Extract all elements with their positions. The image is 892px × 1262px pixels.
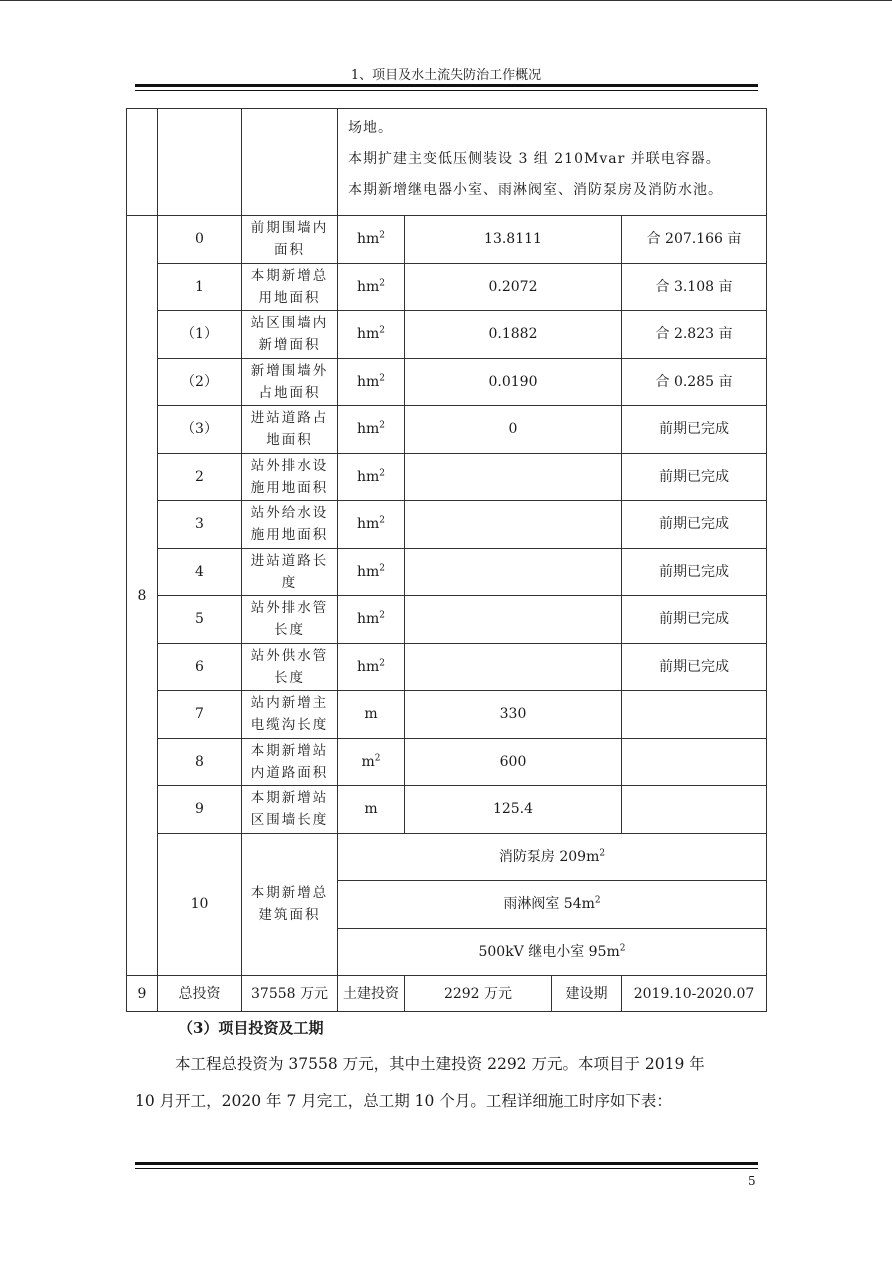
running-header: 1、项目及水土流失防治工作概况 [350,68,542,83]
unit-text: m [364,801,378,818]
sub-number-cell: 2 [158,453,242,501]
unit-cell [338,501,405,549]
item-name-cell [242,691,338,739]
description-line: 场地。 [348,120,393,136]
sub-number-cell: 10 [158,833,242,976]
item-name-line1: 站外给水设 [250,505,329,522]
unit-superscript: 2 [379,325,386,336]
unit-cell [338,548,405,596]
footer-rule-thick [135,1162,758,1165]
item-name-line2: 长度 [274,669,305,686]
value-cell: 0.1882 [405,311,622,359]
remark-cell: 前期已完成 [622,501,767,549]
sub-number-cell: 0 [158,216,242,264]
item-name-line2: 新增面积 [258,337,321,354]
item-name-line1: 本期新增站 [250,742,329,759]
unit-superscript: 2 [379,278,386,289]
building-area-text: 消防泵房 209m [498,848,600,865]
header-rule-thick [135,84,758,87]
item-name-line2: 长度 [274,622,305,639]
group-number-cell: 9 [127,976,158,1012]
sub-number-cell: 3 [158,501,242,549]
value-cell [405,548,622,596]
remark-cell: 前期已完成 [622,406,767,454]
sub-number-cell: （2） [158,358,242,406]
building-area-text: 雨淋阀室 54m [503,896,595,913]
value-cell [405,453,622,501]
value-cell: 13.8111 [405,216,622,264]
building-area-superscript: 2 [599,848,606,859]
value-cell [405,501,622,549]
item-name-line1: 新增围墙外 [250,362,329,379]
unit-cell [338,453,405,501]
value-cell: 0 [405,406,622,454]
group-number-cell: 8 [127,216,158,976]
remark-cell: 前期已完成 [622,596,767,644]
unit-cell [338,311,405,359]
sub-number-cell: （3） [158,406,242,454]
investment-row [127,976,767,1012]
unit-superscript: 2 [379,230,386,241]
item-name-cell [242,358,338,406]
item-name-line1: 站外供水管 [250,647,329,664]
period-label-cell: 建设期 [552,976,622,1012]
item-name-line1: 本期新增站 [250,790,329,807]
table-row [127,263,767,311]
unit-cell [338,691,405,739]
paragraph-line-2: 10 月开工，2020 年 7 月完工，总工期 10 个月。工程详细施工时序如下表： [135,1092,672,1110]
blank-sub-cell [158,109,242,216]
unit-superscript: 2 [374,753,381,764]
unit-cell [338,643,405,691]
item-name-line2: 面积 [274,242,305,259]
unit-text: m [361,753,375,770]
unit-cell [338,406,405,454]
item-name-cell [242,263,338,311]
item-name-cell [242,596,338,644]
item-name-line1: 前期围墙内 [250,220,329,237]
value-cell: 0.0190 [405,358,622,406]
unit-text: m [364,706,378,723]
building-row [127,833,767,881]
project-data-table [126,108,767,1012]
table-row [127,738,767,786]
value-cell [405,643,622,691]
description-line: 本期扩建主变低压侧装设 3 组 210Mvar 并联电容器。 [348,151,721,167]
table-row [127,643,767,691]
item-name-line2: 建筑面积 [258,907,321,924]
sub-number-cell: 1 [158,263,242,311]
footer-rule-thin [135,1168,758,1169]
item-name-line2: 施用地面积 [250,527,329,544]
unit-text: hm [356,373,380,390]
sub-number-cell: 9 [158,786,242,834]
item-name-cell [242,216,338,264]
unit-superscript: 2 [379,563,386,574]
building-area-superscript: 2 [619,943,626,954]
table-row [127,216,767,264]
sub-number-cell: （1） [158,311,242,359]
remark-cell: 合 0.285 亩 [622,358,767,406]
item-name-line1: 进站道路占 [250,410,329,427]
unit-superscript: 2 [379,658,386,669]
unit-cell [338,263,405,311]
item-name-line2: 地面积 [266,432,313,449]
table-row [127,501,767,549]
building-area-cell [338,881,767,929]
table-row [127,358,767,406]
value-cell [405,596,622,644]
sub-number-cell: 4 [158,548,242,596]
item-name-cell [242,643,338,691]
unit-text: hm [356,421,380,438]
item-name-line2: 区围墙长度 [250,812,329,829]
unit-text: hm [356,658,380,675]
page-top-border [0,0,892,1]
remark-cell [622,691,767,739]
blank-item-cell [242,109,338,216]
table-row [127,786,767,834]
item-name-cell [242,738,338,786]
total-investment-cell: 37558 万元 [242,976,338,1012]
table-row [127,691,767,739]
page-number: 5 [748,1174,756,1188]
item-name-cell [242,406,338,454]
item-name-cell [242,501,338,549]
unit-cell [338,596,405,644]
description-line: 本期新增继电器小室、雨淋阀室、消防泵房及消防水池。 [348,182,723,198]
item-name-line2: 用地面积 [258,289,321,306]
remark-cell: 前期已完成 [622,453,767,501]
item-name-line1: 站外排水设 [250,457,329,474]
value-cell: 330 [405,691,622,739]
unit-superscript: 2 [379,420,386,431]
investment-label-cell: 总投资 [158,976,242,1012]
item-name-line1: 进站道路长 [250,552,329,569]
remark-cell: 合 2.823 亩 [622,311,767,359]
sub-number-cell: 8 [158,738,242,786]
unit-superscript: 2 [379,610,386,621]
value-cell: 0.2072 [405,263,622,311]
building-area-superscript: 2 [594,895,601,906]
item-name-line2: 电缆沟长度 [250,717,329,734]
unit-cell [338,786,405,834]
unit-cell [338,358,405,406]
item-name-cell [242,548,338,596]
civil-label-cell: 土建投资 [338,976,405,1012]
value-cell: 125.4 [405,786,622,834]
value-cell: 600 [405,738,622,786]
sub-number-cell: 5 [158,596,242,644]
item-name-cell [242,453,338,501]
header-rule-thin [135,90,758,91]
item-name-line1: 本期新增总 [250,267,329,284]
section-heading: （3）项目投资及工期 [178,1019,324,1037]
building-area-cell [338,928,767,976]
item-name-line1: 站区围墙内 [250,315,329,332]
item-name-line1: 站外排水管 [250,600,329,617]
sub-number-cell: 6 [158,643,242,691]
table-row [127,311,767,359]
unit-cell [338,738,405,786]
item-name-line2: 内道路面积 [250,764,329,781]
unit-text: hm [356,326,380,343]
unit-text: hm [356,231,380,248]
remark-cell: 合 207.166 亩 [622,216,767,264]
building-area-text: 500kV 继电小室 95m [478,943,620,960]
table-row [127,596,767,644]
unit-superscript: 2 [379,373,386,384]
unit-text: hm [356,563,380,580]
remark-cell: 合 3.108 亩 [622,263,767,311]
item-name-cell [242,833,338,976]
remark-cell [622,738,767,786]
unit-text: hm [356,278,380,295]
continued-description-row [127,109,767,216]
unit-text: hm [356,516,380,533]
item-name-line2: 施用地面积 [250,479,329,496]
description-cell [338,109,767,216]
item-name-cell [242,786,338,834]
item-name-line2: 度 [281,574,298,591]
item-name-line2: 占地面积 [258,384,321,401]
paragraph-line-1: 本工程总投资为 37558 万元，其中土建投资 2292 万元。本项目于 2019 年 [175,1055,705,1073]
unit-superscript: 2 [379,515,386,526]
unit-text: hm [356,611,380,628]
item-name-line1: 本期新增总 [250,885,329,902]
building-area-cell [338,833,767,881]
unit-superscript: 2 [379,468,386,479]
table-row [127,453,767,501]
table-row [127,548,767,596]
sub-number-cell: 7 [158,691,242,739]
remark-cell: 前期已完成 [622,643,767,691]
item-name-cell [242,311,338,359]
item-name-line1: 站内新增主 [250,695,329,712]
unit-text: hm [356,468,380,485]
construction-period-cell: 2019.10-2020.07 [622,976,767,1012]
civil-investment-cell: 2292 万元 [405,976,552,1012]
blank-no-cell [127,109,158,216]
table-row [127,406,767,454]
unit-cell [338,216,405,264]
remark-cell [622,786,767,834]
remark-cell: 前期已完成 [622,548,767,596]
